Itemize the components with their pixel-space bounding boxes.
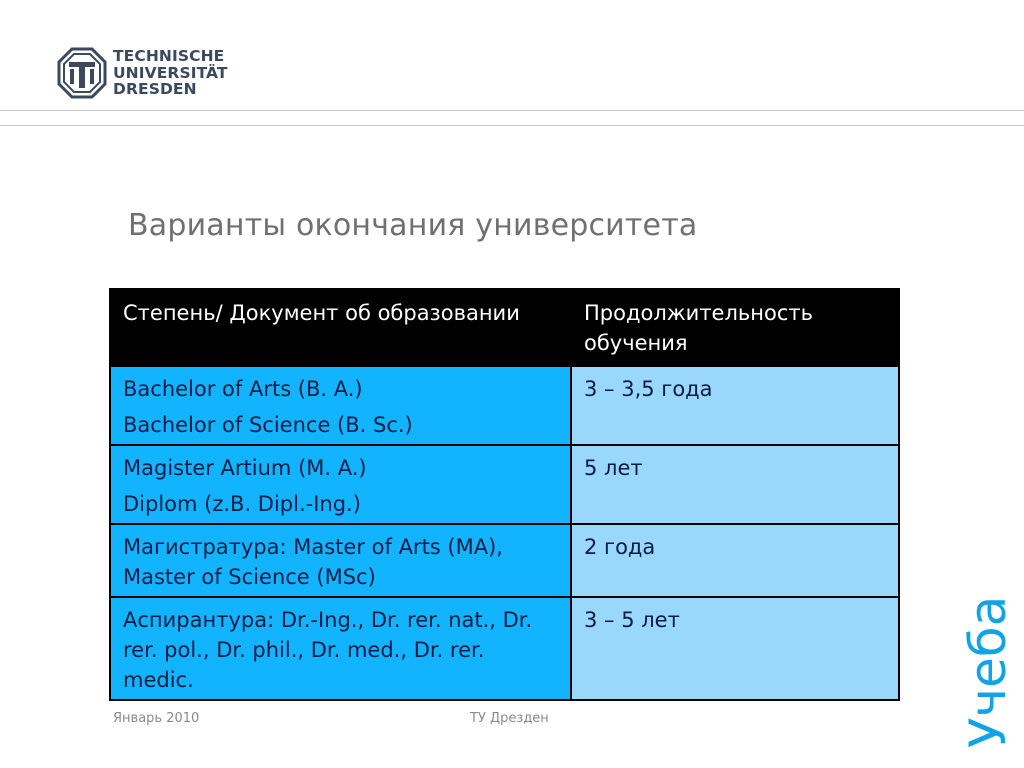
table-row <box>110 597 899 700</box>
degree-line: Аспирантура: Dr.-Ing., Dr. rer. nat., Dr. rer. pol., Dr. phil., Dr. med., Dr. rer. medic. <box>123 608 533 692</box>
duration-cell: 3 – 3,5 года <box>571 366 899 445</box>
header-degree: Степень/ Документ об образовании <box>110 289 571 366</box>
degrees-table-container <box>109 288 898 695</box>
degree-cell <box>110 366 571 445</box>
degree-line: Bachelor of Arts (B. A.) <box>123 377 363 401</box>
table-header-row <box>110 289 899 366</box>
degree-cell <box>110 597 571 700</box>
degree-line: Магистратура: Master of Arts (MA), Master of Science (MSc) <box>123 535 503 589</box>
table-row <box>110 524 899 597</box>
logo-line-3: DRESDEN <box>113 80 197 99</box>
header-divider-bottom <box>0 125 1024 126</box>
duration-cell: 3 – 5 лет <box>571 597 899 700</box>
footer-org: ТУ Дрезден <box>470 711 549 726</box>
logo-line-2: UNIVERSITÄT <box>113 63 228 82</box>
table-row <box>110 445 899 524</box>
header-duration: Продолжительность обучения <box>571 289 899 366</box>
degree-line: Magister Artium (M. A.) <box>123 456 367 480</box>
university-logo <box>57 47 228 99</box>
logo-line-1: TECHNISCHE <box>113 47 225 66</box>
degree-line: Bachelor of Science (B. Sc.) <box>123 413 413 437</box>
table-row <box>110 366 899 445</box>
degrees-table <box>109 288 900 701</box>
tu-dresden-logo-icon <box>57 47 107 99</box>
logo-wordmark <box>113 48 228 98</box>
side-section-label: Учеба <box>959 595 1017 748</box>
header-divider-top <box>0 110 1024 111</box>
duration-cell: 2 года <box>571 524 899 597</box>
degree-cell <box>110 524 571 597</box>
slide-title: Варианты окончания университета <box>128 208 698 243</box>
footer-date: Январь 2010 <box>113 711 200 726</box>
degree-cell <box>110 445 571 524</box>
duration-cell: 5 лет <box>571 445 899 524</box>
degree-line: Diplom (z.B. Dipl.-Ing.) <box>123 492 361 516</box>
